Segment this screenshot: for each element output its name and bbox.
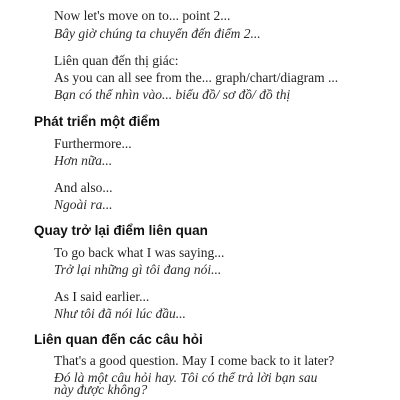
translation-go-back: Trở lại những gì tôi đang nói... xyxy=(54,262,222,277)
phrase-said-earlier: As I said earlier... xyxy=(54,289,150,304)
phrase-go-back: To go back what I was saying... xyxy=(54,245,225,260)
phrase-good-question: That's a good question. May I come back to it later? xyxy=(54,353,335,368)
section-heading-return-point: Quay trở lại điểm liên quan xyxy=(34,223,208,238)
phrase-as-you-can-see: As you can all see from the... graph/chart/diagram ... xyxy=(54,70,339,85)
translation-good-question: Đó là một câu hỏi hay. Tôi có thể trả lời bạn sau xyxy=(54,370,318,385)
translation-as-you-can-see: Bạn có thể nhìn vào... biểu đồ/ sơ đồ/ đồ thị xyxy=(54,87,291,102)
translation-furthermore: Hơn nữa... xyxy=(54,153,113,168)
phrase-and-also: And also... xyxy=(54,180,113,195)
translation-and-also: Ngoài ra... xyxy=(54,197,113,212)
section-heading-develop-point: Phát triển một điểm xyxy=(34,114,161,129)
phrase-visual-label: Liên quan đến thị giác: xyxy=(54,53,179,68)
section-heading-questions: Liên quan đến các câu hỏi xyxy=(34,332,203,347)
translation-said-earlier: Như tôi đã nói lúc đầu... xyxy=(54,306,186,321)
translation-good-question-cont: này được không? xyxy=(54,382,148,397)
translation-move-on: Bây giờ chúng ta chuyển đến điểm 2... xyxy=(54,26,261,41)
cut-off-line-container xyxy=(0,382,400,400)
phrase-move-on: Now let's move on to... point 2... xyxy=(54,8,231,23)
phrase-furthermore: Furthermore... xyxy=(54,136,132,151)
